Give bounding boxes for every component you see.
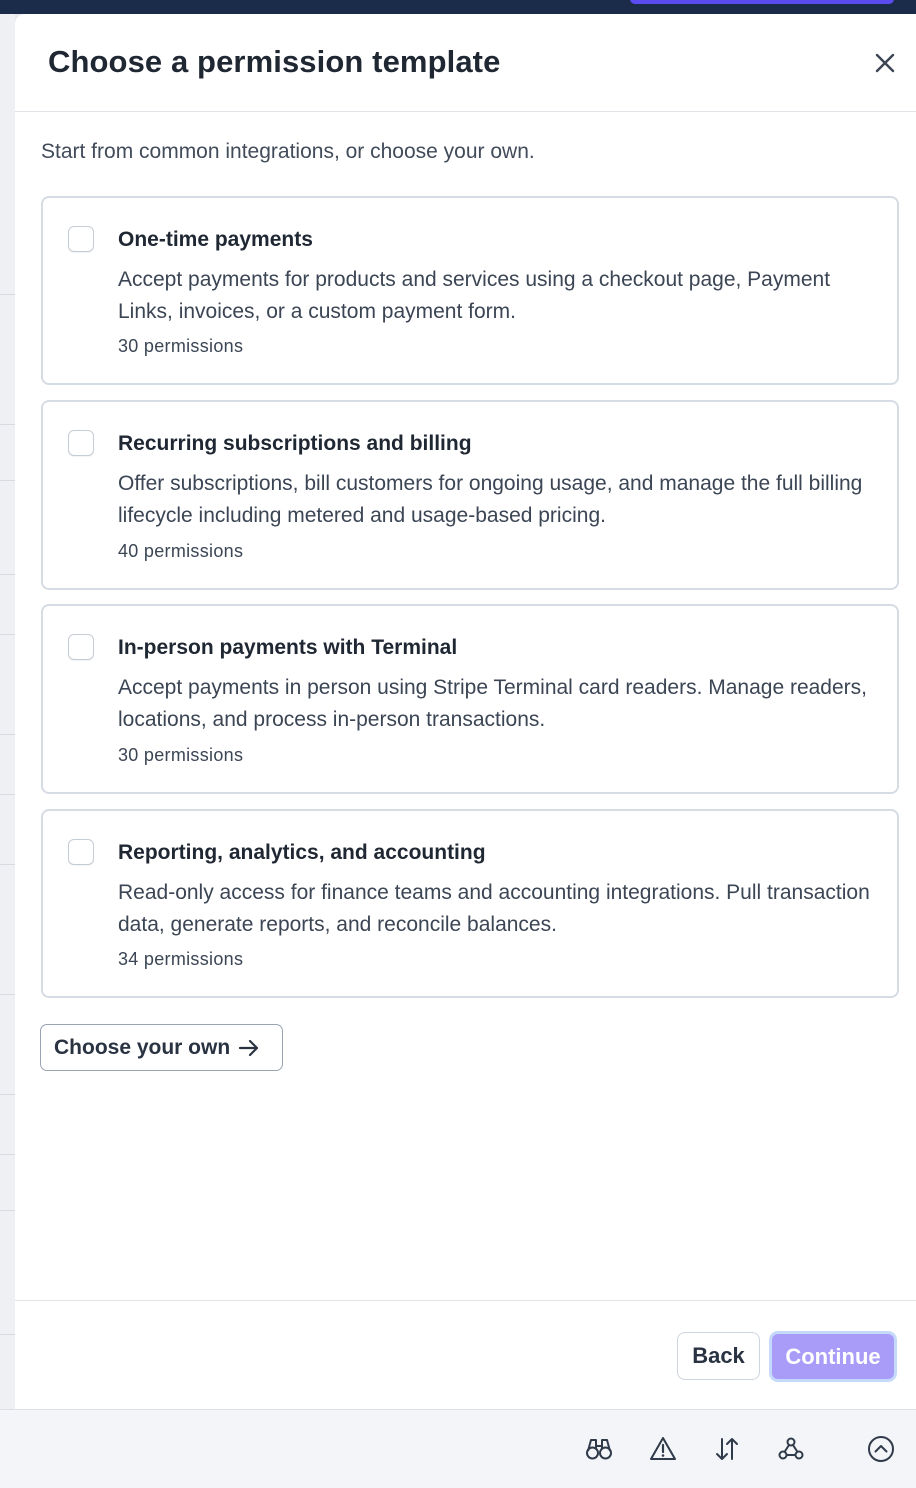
webhooks-icon[interactable]	[776, 1434, 806, 1464]
template-checkbox[interactable]	[68, 839, 94, 865]
backdrop-header	[0, 0, 916, 14]
template-card-reporting-analytics[interactable]	[41, 809, 899, 998]
template-title: Reporting, analytics, and accounting	[118, 841, 486, 864]
template-title: One-time payments	[118, 228, 313, 251]
dialog-intro: Start from common integrations, or choose your own.	[41, 140, 535, 163]
template-card-one-time-payments[interactable]	[41, 196, 899, 385]
template-checkbox[interactable]	[68, 634, 94, 660]
close-icon	[875, 53, 895, 73]
template-title: In-person payments with Terminal	[118, 636, 458, 659]
dialog-header	[15, 14, 916, 112]
arrow-right-icon	[238, 1038, 260, 1058]
template-permission-count: 34 permissions	[118, 949, 244, 969]
dialog-title: Choose a permission template	[48, 44, 501, 79]
choose-your-own-label: Choose your own	[54, 1035, 231, 1059]
chevron-up-icon[interactable]	[866, 1434, 896, 1464]
bottom-toolbar	[0, 1409, 916, 1488]
backdrop-primary-button	[630, 0, 894, 4]
sort-arrows-icon[interactable]	[712, 1434, 742, 1464]
template-permission-count: 40 permissions	[118, 541, 244, 561]
choose-your-own-button[interactable]	[40, 1024, 283, 1071]
backdrop-page	[0, 14, 15, 1409]
template-card-in-person-payments[interactable]	[41, 604, 899, 794]
close-button[interactable]	[870, 48, 900, 78]
template-description: Read-only access for finance teams and accounting integrations. Pull transaction data, generate reports, and reconcile balances.	[118, 881, 870, 936]
continue-button[interactable]: Continue	[769, 1331, 897, 1382]
permission-template-dialog	[15, 14, 916, 1409]
template-permission-count: 30 permissions	[118, 336, 244, 356]
template-description: Offer subscriptions, bill customers for ongoing usage, and manage the full billing lifecycle including metered and usage-based pricing.	[118, 472, 863, 527]
template-permission-count: 30 permissions	[118, 745, 244, 765]
template-title: Recurring subscriptions and billing	[118, 432, 472, 455]
binoculars-icon[interactable]	[584, 1434, 614, 1464]
template-description: Accept payments in person using Stripe Terminal card readers. Manage readers, locations, and process in-person transactions.	[118, 676, 867, 731]
template-checkbox[interactable]	[68, 226, 94, 252]
dialog-footer	[15, 1300, 916, 1409]
template-card-recurring-subscriptions[interactable]	[41, 400, 899, 590]
template-checkbox[interactable]	[68, 430, 94, 456]
back-button[interactable]: Back	[677, 1332, 760, 1380]
warning-icon[interactable]	[648, 1434, 678, 1464]
template-description: Accept payments for products and services using a checkout page, Payment Links, invoices, or a custom payment form.	[118, 268, 831, 323]
